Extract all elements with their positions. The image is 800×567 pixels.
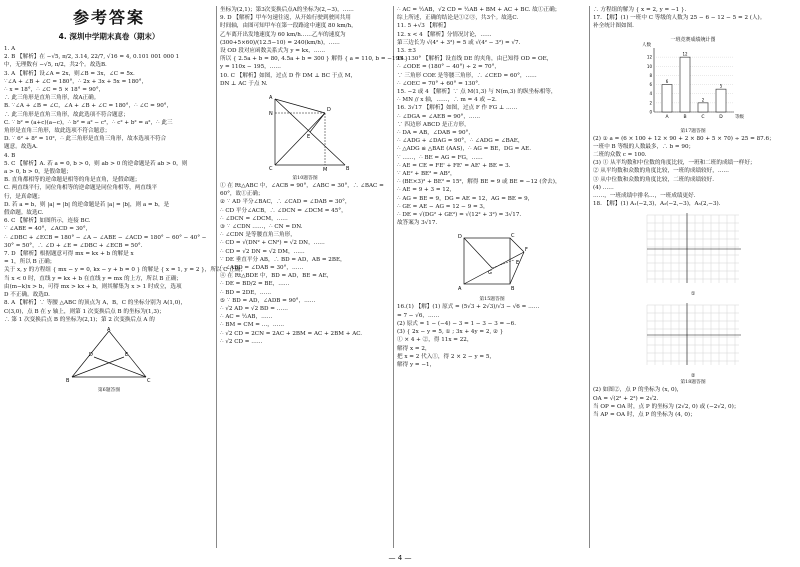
y-tick-label: 12 — [646, 54, 652, 60]
bar-chart-17 — [638, 34, 748, 126]
text-line: 行，是真命题； — [4, 193, 44, 200]
x-tick-label: D — [719, 114, 723, 120]
text-line: 4. B — [4, 152, 16, 159]
column-4-text — [593, 6, 793, 31]
column-divider — [393, 6, 394, 548]
text-line: ③ 从中位数和众数的角度比较，二班的成绩较好. — [593, 176, 715, 183]
text-line: ∴ √2 AD = √2 BD = …… — [220, 306, 288, 313]
column-4 — [593, 6, 793, 551]
text-line: (300+5×60)/(12.5−10) = 240(km/h)，…… — [220, 39, 340, 46]
page-number: — 4 — — [388, 554, 412, 562]
text-line: = 1，所以 B 正确； — [4, 259, 56, 266]
text-line: ∵ AE² + BE² = AB²， — [397, 171, 456, 178]
text-line: 16.(1) 【解】(1) 原式 = (5√3 + 2√3)/√3 − √6 = …… — [397, 304, 540, 311]
text-line: (4) …… — [593, 184, 614, 191]
text-line: 12. x < 4 【解析】分情况讨论，…… — [397, 31, 492, 38]
bar — [716, 89, 726, 112]
column-divider — [589, 6, 590, 548]
text-line: ① 在 Rt△ABC 中，∠ACB = 90°，∠ABC = 30°，∴ ∠BAC = — [220, 183, 384, 190]
text-line: (2) ① a = (6 × 100 + 12 × 90 + 2 × 80 + 5 × 70) ÷ 25 = 87.6； — [593, 135, 775, 142]
fig10-label: M — [323, 167, 328, 174]
y-axis-label: 人数 — [642, 42, 651, 48]
figure-10 — [255, 91, 355, 173]
text-line: D. ∵ 6² + 8² = 10²，∴ 此三角形是直角三角形，故本选项不符合 — [4, 136, 167, 143]
text-line: 角形是直角三角形，故此选项不符合题意； — [4, 128, 111, 135]
text-line: ∵ 三角形 COE 是等腰三角形，∴ ∠CED = 60°，…… — [397, 72, 537, 79]
fig15-label: C — [511, 233, 515, 240]
text-line: ∵∠A + ∠B + ∠C = 180°，∴ 2x + 3x + 5x = 180°， — [4, 78, 148, 85]
fig15-label: D — [458, 234, 462, 241]
fig6-label: D — [89, 351, 93, 358]
grid-2-caption: ② — [690, 374, 696, 380]
text-line: ∴ ∠ADG + ∠DAG = 90°，∴ ∠ADG = ∠BAE， — [397, 138, 524, 145]
fig15-label: B — [511, 286, 515, 293]
text-line: ……，一班成绩中排名…，一班成绩更好. — [593, 193, 696, 200]
text-line: 一班中 B 等级的人数最多，∴ b = 90； — [593, 143, 695, 150]
text-line: ∴ CD = √(DN² + CN²) = √2 DN，…… — [220, 240, 325, 247]
bar-value-label: 6 — [665, 78, 669, 84]
text-line: ∴ MN // x 轴，……，∴ m = 4 或 −2. — [397, 97, 497, 104]
text-line: ∴ √2 CD = 2CN = 2AC + 2BM = AC + 2BM + AC. — [220, 330, 363, 337]
text-line: 16. 3√17 【解析】如图，过点 F 作 FG ⊥ …… — [397, 105, 518, 112]
text-line: ∴ GE = AE − AG = 12 − 9 = 3， — [397, 203, 489, 210]
text-line: C. ∵ b² = (a+c)(a−c)，∴ b² = a² − c²，∴ c² + b² = a²，∴ 此三 — [4, 119, 173, 126]
text-line: ∴ DA = AB，∠DAB = 90°， — [397, 130, 474, 137]
y-tick-label: 4 — [649, 90, 652, 96]
text-line: 第三边长为 √(4² + 3²) = 5 或 √(4² − 3²) = √7. — [397, 39, 521, 46]
fig15-label: E — [516, 260, 520, 267]
fig6-label: B — [66, 377, 70, 384]
text-line: ∴ 此三角形是直角三角形，故此选项不符合题意； — [4, 111, 129, 118]
text-line: ∴ (BE×3)² + BE² = 15²，解得 BE = 9 或 BE = −12 (舍去)， — [397, 179, 561, 186]
text-line: ∴ △ADG ≌ △BAE (AAS)，∴ AG = BE，DG = AE. — [397, 146, 532, 153]
grid-figure-18-1 — [643, 211, 743, 289]
text-line: ∵ ∠ABE = 40°，∠ACD = 30°， — [4, 226, 92, 233]
text-line: ∴ AE = CE = FE' + FE' = AE' + BE = 3. — [397, 162, 511, 169]
text-line: 综上所述，正确的结论是①②③，共3个。故选C. — [397, 15, 519, 22]
text-line: 1. A — [4, 46, 16, 52]
text-line: D 不正确。故选D. — [4, 292, 50, 299]
text-line: 15. −2 或 4 【解析】∵ 点 M(1,3) 与 N(m,3) 的纵坐标相等， — [397, 89, 557, 96]
text-line: ∵ DE 垂直平分 AB，∴ BD = AD，AB = 2BE， — [220, 256, 346, 263]
text-line: ② 从平均数和众数的角度比较，一班的成绩较好，…… — [593, 168, 730, 175]
text-line: 补全统计图如图. — [593, 23, 634, 30]
text-line: 5. C 【解析】A. 若 a = 0, b > 0，则 ab > 0 的逆命题是若 ab > 0，则 — [4, 160, 188, 167]
page-subtitle: 4. 深圳中学期末真卷（期末） — [58, 32, 160, 41]
text-line: ③ ∵ ∠CDN ……，∴ CN = DN. — [220, 224, 303, 231]
grid-1-caption: ① — [690, 292, 696, 298]
text-line: 30° = 50°，∴ ∠D + ∠E = ∠DBC + ∠ECB = 50°. — [4, 242, 143, 249]
fig6-label: A — [107, 326, 111, 333]
bar-value-label: 2 — [701, 96, 705, 102]
text-line: 由(m−k)x > b，可得 mx > kx + b，则其解集为 x > 1 时成立，选项 — [4, 283, 182, 290]
text-line: 8. A 【解析】∵ 等腰 △ABC 的顶点为 A，B，C 的坐标分别为 A(1,0)， — [4, 300, 187, 307]
text-line: ∴ 此三角形是直角三角形，故A正确。 — [4, 95, 100, 102]
text-line: 解得 x = 2， — [397, 345, 431, 352]
fig10-label: B — [346, 166, 350, 173]
text-line: ∴ ∠ODE = (180° − 40°) ÷ 2 = 70°， — [397, 64, 500, 71]
column-4-text-cont — [593, 135, 793, 209]
text-line: 乙车离开出发地速度为 60 km/h……乙车的速度为 — [220, 31, 346, 38]
fig10-label: D — [327, 107, 331, 114]
text-line: 13. ±3 — [397, 48, 416, 55]
text-line: 故答案为 3√17. — [397, 220, 438, 227]
bar-value-label: 12 — [682, 51, 688, 57]
text-line: ∴ 第 1 次变换后点 B 的坐标为(2,1)；第 2 次变换后点 A 的 — [4, 316, 155, 323]
x-tick-label: A — [665, 114, 669, 120]
text-line: B. 直角都相等的逆命题是相等的角是直角，是假命题； — [4, 177, 141, 184]
text-line: 6. C 【解析】如图所示，连接 BC. — [4, 218, 91, 225]
text-line: y = 110x − 195，…… — [220, 64, 281, 71]
fig15-label: F — [525, 247, 528, 254]
text-line: ∴ BD = 2DE，…… — [220, 289, 272, 296]
text-line: 14. 130° 【解析】设直线 DE 的夹角，由已知得 OD = OE， — [397, 56, 553, 63]
text-line: ∵ ……，∴ BE = AG = FG，…… — [397, 154, 483, 161]
fig6-label: C — [147, 377, 151, 384]
text-line: ∴ CD 平分∠ACB，∴ ∠DCN = ∠DCM = 45°， — [220, 207, 347, 214]
x-tick-label: B — [683, 114, 687, 120]
text-line: 解得 y = −1， — [397, 361, 436, 368]
y-tick-label: 10 — [646, 63, 652, 69]
text-line: ∴ ∠DGA = ∠AEB = 90°，…… — [397, 113, 481, 120]
text-line: = 7 − √6，…… — [397, 312, 440, 319]
text-line: ∴ AC = ½AB，√2 CD = ½AB + BM + AC + BC. 故①正确； — [397, 7, 561, 13]
text-line: 当 OP = OA 时，点 P 的坐标为 (2√2, 0) 或 (−2√2, 0)； — [593, 403, 740, 410]
bar-value-label: 5 — [719, 83, 723, 89]
figure-18-caption: 第18题答图 — [680, 380, 706, 386]
text-line: (3) { 2x − y = 5, ① ; 3x + 4y = 2, ② } — [397, 329, 504, 336]
y-tick-label: 6 — [649, 81, 652, 87]
figure-15 — [452, 230, 532, 294]
text-line: 当 x < 0 时，直线 y = kx + b 在直线 y = mx 的上方，所以 B 正确； — [4, 275, 183, 282]
figure-6-caption: 第6题答图 — [97, 387, 121, 393]
fig15-label: A — [458, 286, 462, 293]
text-line: D. 若 a = b，则 |a| = |b| 的逆命题是若 |a| = |b|，则 a = b，是 — [4, 201, 170, 208]
text-line: ∴ 方程组的解为 { x = 2, y = −1 }. — [593, 7, 687, 13]
text-line: 3. A 【解析】设∠A = 2x，则∠B = 3x，∠C = 5x. — [4, 70, 135, 77]
column-2-text-cont — [220, 182, 390, 346]
text-line: 当 AP = OA 时，点 P 的坐标为 (4, 0)； — [593, 412, 696, 419]
column-3 — [397, 6, 587, 551]
page-title: 参考答案 — [72, 8, 145, 27]
text-line: 时间轴，由图可知甲车在第一段路途中速度 80 km/h， — [220, 23, 357, 30]
fig10-label: A — [269, 95, 273, 102]
text-line: B. ∵∠A + ∠B = ∠C，∠A + ∠B + ∠C = 180°，∴ ∠C = 90°， — [4, 103, 173, 110]
column-3-text — [397, 6, 587, 227]
text-line: DN ⊥ AC 于点 N. — [220, 80, 268, 87]
text-line: 10. C 【解析】如图，过点 D 作 DM ⊥ BC 于点 M， — [220, 72, 357, 79]
x-tick-label: C — [701, 114, 705, 120]
column-divider — [216, 6, 217, 548]
bar — [698, 102, 708, 111]
text-line: 所以 { 2.5a + b = 80, 4.5a + b = 300 } 解得 { a = 110, b = −195 } — [220, 56, 409, 63]
text-line: ∴ AC = ½AB，…… — [220, 314, 273, 321]
figure-6 — [64, 327, 154, 385]
text-line: ∴ ∠ABD = ∠DAB = 30°，…… — [220, 265, 304, 272]
text-line: ∴ BM = CM = …，…… — [220, 322, 285, 329]
figure-10-caption: 第10题答图 — [292, 176, 318, 182]
text-line: 二班的众数 c = 100. — [593, 152, 647, 159]
text-line: ④ 在 Rt△BDE 中，BD = AD，BE = AE， — [220, 273, 333, 280]
fig10-label: E — [307, 134, 311, 141]
text-line: C(3,0)，点 B 在 y 轴上，则第 1 次变换后点 B 的坐标为(1,3)； — [4, 308, 165, 315]
text-line: (3) ① 从平均数和中位数的角度比较，一班和二班的成绩一样好； — [593, 160, 756, 167]
text-line: 坐标为(2,1)；第3次变换后点A的坐标为(2,−3)，…… — [220, 7, 354, 13]
text-line: 设 OD 段对应函数关系式为 y = kx，…… — [220, 48, 326, 55]
fig10-label: N — [269, 111, 273, 118]
text-line: 中，无理数有 −√5, π/2，共2个。故选B. — [4, 62, 107, 69]
y-tick-label: 8 — [649, 72, 652, 78]
text-line: 把 x = 2 代入①，得 2 × 2 − y = 5， — [397, 353, 496, 360]
bar — [662, 84, 672, 111]
grid-figure-18-2 — [643, 301, 743, 371]
text-line: 7. D 【解析】根据题意可得 mx = kx + b 的解是 x — [4, 251, 134, 258]
column-3-text-cont — [397, 303, 587, 369]
text-line: 题意。故选A. — [4, 144, 38, 151]
text-line: 关于 x, y 的方程组 { mx − y = 0, kx − y + b = 0 } 的解是 { x = 1, y = 2 }，所以 C 正确； — [4, 267, 247, 274]
text-line: ∴ DE = BD/2 = BE，…… — [220, 281, 290, 288]
fig15-label: G — [488, 270, 492, 277]
text-line: ∴ CD = √2 DN = √2 DM，…… — [220, 248, 305, 255]
text-line: ∴ x = 18°，∴ ∠C = 5 × 18° = 90°， — [4, 87, 105, 94]
text-line: ① × 4 + ②，得 11x = 22， — [397, 337, 473, 344]
text-line: 11. 5 +√3 【解析】 — [397, 23, 449, 30]
figure-17-caption: 第17题答图 — [680, 128, 706, 134]
text-line: (2) 如图②，点 P 的坐标为 (x, 0)， — [593, 387, 683, 394]
text-line: ∴ ∠DCN = ∠DCM，…… — [220, 215, 288, 222]
chart-title: 一班竞赛成绩统计图 — [670, 36, 716, 43]
y-tick-label: 2 — [649, 99, 652, 105]
text-line: OA = √(2² + 2²) = 2√2. — [593, 395, 659, 402]
text-line: ∴ ∠DBC + ∠ECB = 180° − ∠A − ∠ABE − ∠ACD = 180° − 60° − 40° − — [4, 234, 207, 241]
text-line: 18. 【解】(1) A₁(−2,3)，A₂(−2,−3)，A₃(2,−3). — [593, 201, 721, 208]
text-line: 2. B 【解析】在 −√5, π/2, 3.14, 22/7, √16 = 4, 0.101 001 000 1 — [4, 54, 180, 61]
y-tick-label: 0 — [649, 109, 652, 115]
text-line: ∵ 四边形 ABCD 是正方形， — [397, 121, 470, 128]
fig6-label: E — [125, 351, 129, 358]
text-line: C. 两直线平行，同位角相等的逆命题是同位角相等，两直线平 — [4, 185, 158, 192]
text-line: ∴ AE = 9 + 3 = 12， — [397, 187, 456, 194]
text-line: ∴ ∠CDN 是等腰直角三角形， — [220, 232, 296, 239]
bar — [680, 57, 690, 112]
text-line: 9. D 【解析】甲车匀速往返，从开始行驶到驶回共用 — [220, 15, 351, 22]
x-axis-label: 等级 — [735, 114, 744, 120]
text-line: ∴ DE = √(DG² + GE²) = √(12² + 3²) = 3√17. — [397, 212, 522, 219]
text-line: 假命题。故选C. — [4, 210, 44, 217]
text-line: ② ∵ AD 平分∠BAC，∴ ∠CAD = ∠DAB = 30°， — [220, 199, 351, 206]
text-line: ∴ AG = BE = 9，DG = AE = 12，AG = BE = 9， — [397, 195, 534, 202]
text-line: ∴ ∠OEC = 70° + 60° = 130°. — [397, 80, 480, 87]
figure-15-caption: 第15题答图 — [479, 297, 505, 303]
text-line: a > 0, b > 0，是假命题； — [4, 169, 72, 176]
column-4-text-end — [593, 386, 793, 419]
text-line: 60°，故①正确； — [220, 191, 264, 198]
text-line: ⑤ ∵ BD = AD，∠ADB = 90°，…… — [220, 297, 316, 304]
text-line: ∴ √2 CD = …… — [220, 338, 263, 345]
text-line: 17. 【解】(1) 一班中 C 等级的人数为 25 − 6 − 12 − 5 = 2 (人)。 — [593, 15, 766, 22]
fig10-label: C — [269, 166, 273, 173]
text-line: (2) 原式 = 1 − (−4) − 3 = 1 − 3 − 3 = −6. — [397, 320, 517, 327]
